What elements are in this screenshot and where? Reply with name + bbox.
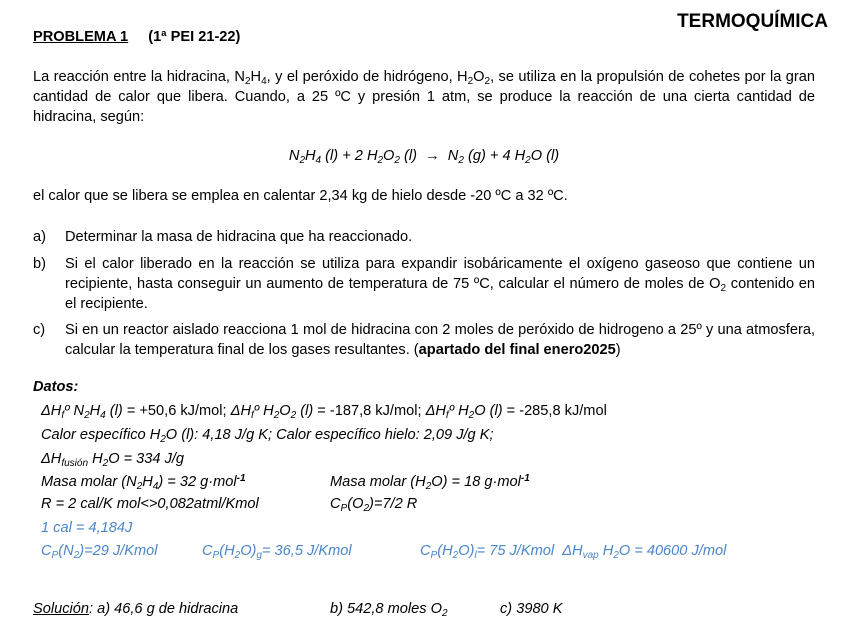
solution-line: Solución: a) 46,6 g de hidracina b) 542,8 moles $O_2$ c) 3980 K bbox=[33, 601, 563, 619]
exam-reference: (1ª PEI 21-22) bbox=[148, 29, 241, 45]
datos-enthalpies: $\Delta H_fº$ $N_2H_4$ (l) = +50,6 kJ/mol; $\Delta H_fº$ $H_2O_2$ (l) = -187,8 kJ/mol; $\Delta H_fº$ $H_2O$ (l) = -285,8 kJ/mol bbox=[41, 403, 607, 421]
question-a: a) Determinar la masa de hidracina que ha reaccionado. bbox=[33, 229, 413, 245]
datos-heading: Datos: bbox=[33, 379, 79, 395]
datos-cal-conversion: 1 cal = 4,184J bbox=[41, 520, 133, 536]
problem-number: PROBLEMA 1 bbox=[33, 29, 129, 45]
datos-fusion: $\Delta H_{fusión}$ $H_2O = 334$ J/g bbox=[41, 451, 185, 469]
datos-heat-capacities: $C_P(N_2)=29$ J/Kmol $C_P(H_2O)_g= 36,5$ J/Kmol $C_P(H_2O)_l= 75$ J/Kmol $\Delta H_{vap}$ $H_2O = 40600$ J/mol bbox=[41, 543, 727, 561]
solution-label: Solución bbox=[33, 601, 89, 617]
after-equation-text: el calor que se libera se emplea en calentar 2,34 kg de hielo desde -20 ºC a 32 ºC. bbox=[33, 188, 568, 204]
topic-title: TERMOQUÍMICA bbox=[677, 11, 828, 32]
datos-molar-mass: Masa molar $(N_2H_4) = 32$ g·mol$^{-1}$ Masa molar $(H_2O) = 18$ g·mol$^{-1}$ bbox=[41, 473, 530, 492]
question-b: b) Si el calor liberado en la reacción se utiliza para expandir isobáricamente el oxígeno gaseoso que contiene un recipiente, hasta conseguir un aumento de temperatura de 75 ºC, calcular el número de moles de $O_2$ contenido en el recipiente. bbox=[33, 256, 815, 312]
solution-c: c) 3980 K bbox=[500, 601, 563, 617]
problem-heading bbox=[33, 29, 240, 45]
question-c: c) Si en un reactor aislado reacciona 1 mol de hidracina con 2 moles de peróxido de hidrogeno a 25º y una atmosfera, calcular la temperatura final de los gases resultantes. (apartado del final enero2025) bbox=[33, 322, 815, 358]
datos-specific-heat: Calor específico $H_2O$ (l): 4,18 J/g K; Calor específico hielo: 2,09 J/g K; bbox=[41, 427, 494, 445]
datos-gas-constant: R = 2 cal/K mol<>0,082atml/Kmol $C_P(O_2)=7/2$ R bbox=[41, 496, 418, 514]
solution-b: b) 542,8 moles $O_2$ bbox=[330, 601, 448, 619]
intro-paragraph: La reacción entre la hidracina, $N_2H_4$, y el peróxido de hidrógeno, $H_2O_2$, se utiliza en la propulsión de cohetes por la gran cantidad de calor que libera. Cuando, a 25 ºC y presión 1 atm, se produce la reacción de una cierta cantidad de hidracina, según: bbox=[33, 69, 815, 125]
reaction-equation: $N_2H_4$ (l) + 2 $H_2O_2$ $(l) \to N_2$ (g) + 4 $H_2O$ (l) bbox=[288, 148, 560, 166]
